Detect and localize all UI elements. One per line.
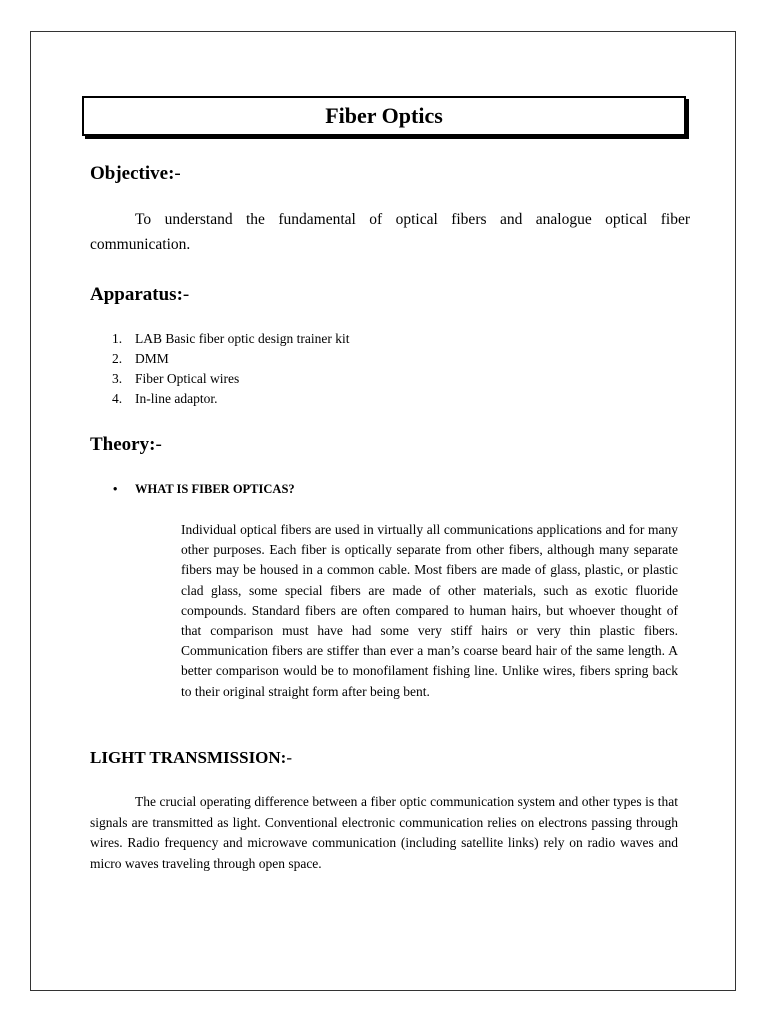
objective-heading <box>90 163 181 185</box>
list-item-number: 1. <box>112 331 123 346</box>
list-item <box>112 389 349 409</box>
apparatus-list <box>112 329 349 409</box>
objective-heading-text: Objective: <box>90 163 175 184</box>
list-item <box>112 349 349 369</box>
list-item-number: 3. <box>112 371 123 386</box>
apparatus-heading-text: Apparatus: <box>90 284 183 305</box>
page-title: Fiber Optics <box>325 103 443 128</box>
theory-heading-suffix: - <box>155 434 162 455</box>
objective-text: To understand the fundamental of optical fibers and analogue optical fiber communication. <box>90 211 690 253</box>
theory-text: Individual optical fibers are used in virtually all communications applications and for many other purposes. Each fiber is optically separate from other fibers, although many separate fibers may be housed in a common cable. Most fibers are made of glass, plastic, or plastic clad glass, some special fibers are made of other materials, such as exotic fluoride compounds. Standard fibers are often compared to human hairs, but whoever thought of that comparison must have had some very stiff hairs or very thin plastic fibers. Communication fibers are stiffer than ever a man’s coarse beard hair of the same length. A better comparison would be to monofilament fishing line. Unlike wires, fibers spring back to their original straight form after being bent. <box>181 522 678 699</box>
light-transmission-text: The crucial operating difference between a fiber optic communication system and other types is that signals are transmitted as light. Conventional electronic communication relies on electrons passing through wires. Radio frequency and microwave communication (including satellite links) rely on radio waves and micro waves traveling through open space. <box>90 794 678 871</box>
list-item-number: 2. <box>112 351 123 366</box>
list-item-text: DMM <box>135 351 169 366</box>
apparatus-heading-suffix: - <box>182 284 190 305</box>
list-item-text: LAB Basic fiber optic design trainer kit <box>135 331 350 346</box>
title-box <box>82 96 686 136</box>
theory-question: WHAT IS FIBER OPTICAS? <box>135 482 295 496</box>
list-item-text: In-line adaptor. <box>135 391 218 406</box>
light-transmission-heading-suffix: - <box>286 748 293 767</box>
bullet-icon: • <box>113 482 118 496</box>
theory-bullet-item <box>113 482 295 497</box>
theory-heading-text: Theory: <box>90 434 156 455</box>
list-item <box>112 329 349 349</box>
light-transmission-heading-text: LIGHT TRANSMISSION: <box>90 748 287 767</box>
objective-heading-suffix: - <box>174 163 181 184</box>
theory-heading <box>90 434 162 456</box>
apparatus-heading <box>90 284 189 306</box>
list-item-text: Fiber Optical wires <box>135 371 240 386</box>
list-item <box>112 369 349 389</box>
light-transmission-heading <box>90 748 292 768</box>
list-item-number: 4. <box>112 391 123 406</box>
